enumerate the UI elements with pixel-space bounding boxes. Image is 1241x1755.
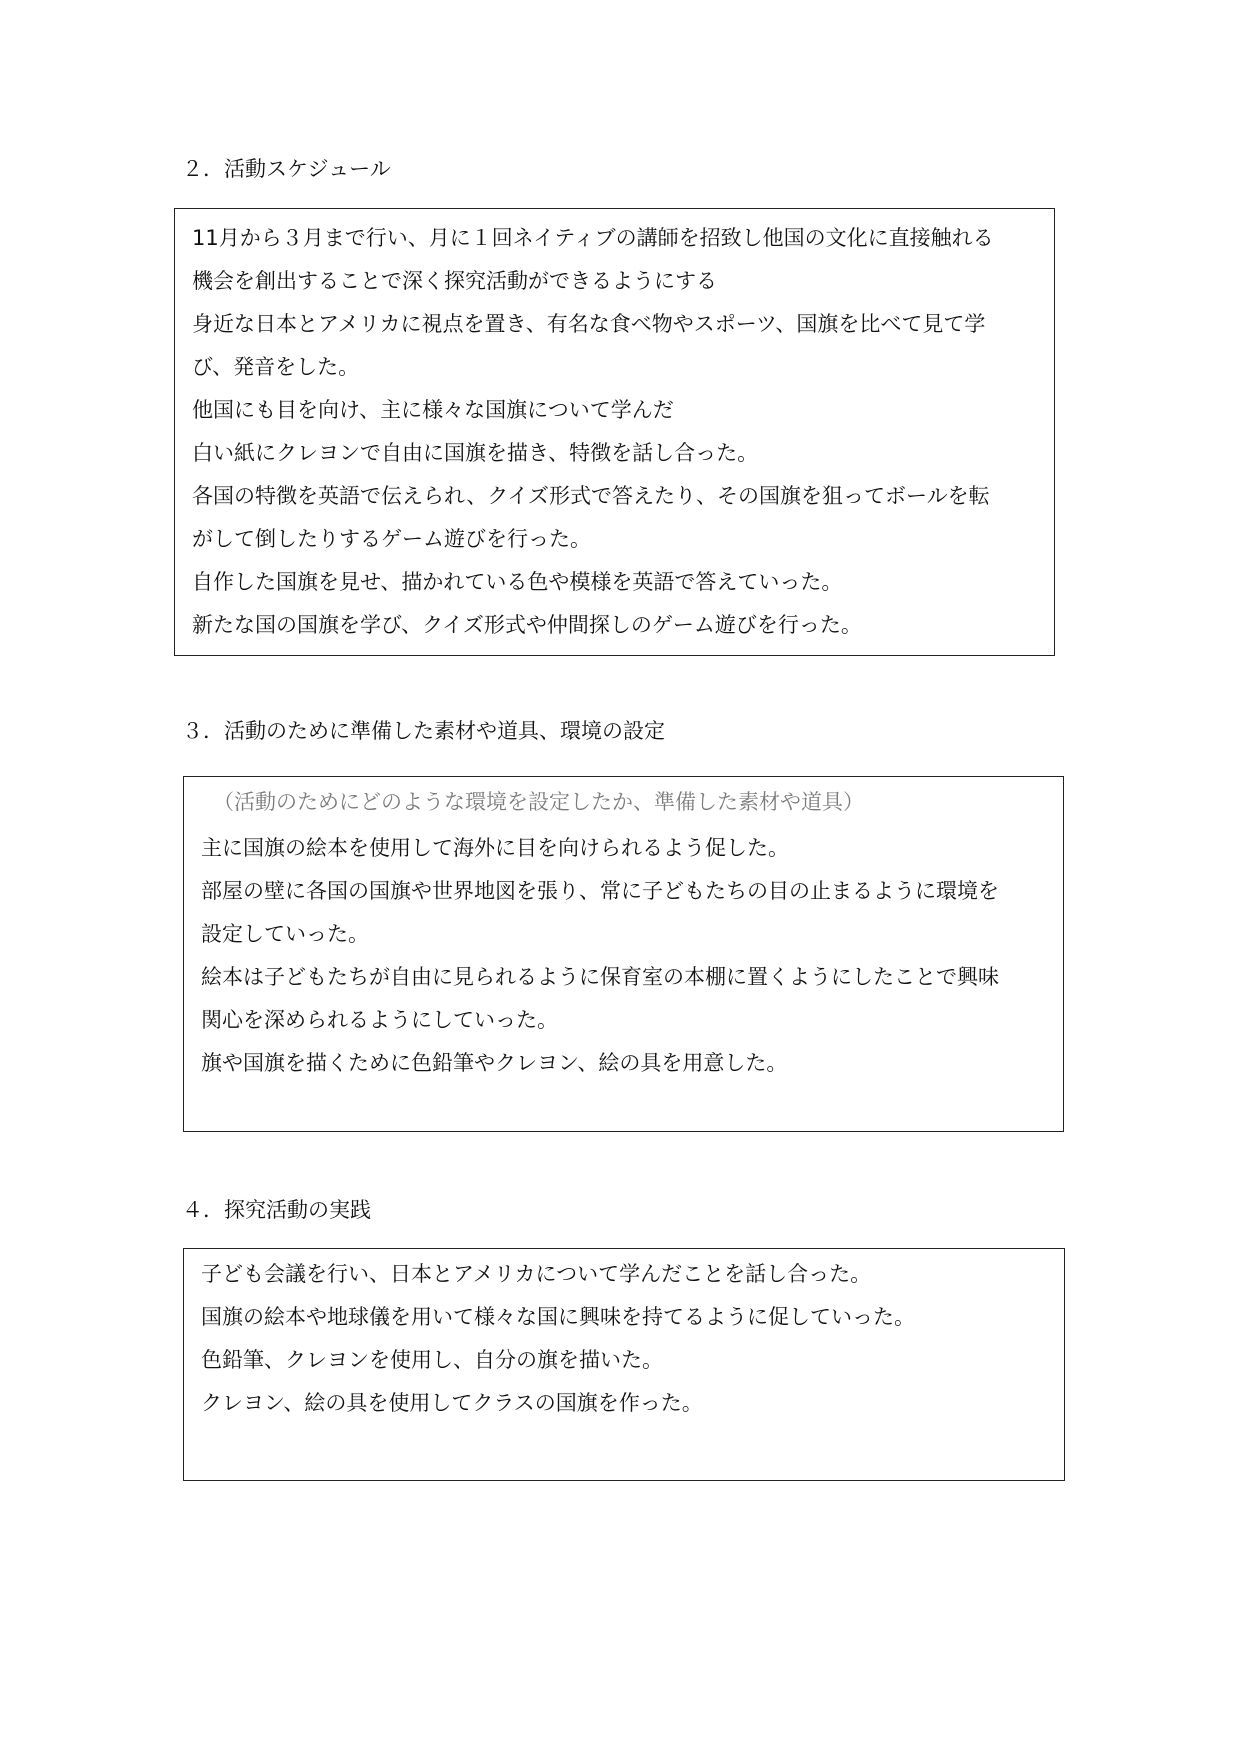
section-2-line: 白い紙にクレヨンで自由に国旗を描き、特徴を話し合った。 — [192, 441, 759, 465]
section-2-line: 11月から３月まで行い、月に１回ネイティブの講師を招致し他国の文化に直接触れる — [192, 226, 994, 250]
section-2-line: 他国にも目を向け、主に様々な国旗について学んだ — [192, 398, 674, 422]
section-2-line: 機会を創出することで深く探究活動ができるようにする — [192, 269, 717, 293]
section-4-line: クレヨン、絵の具を使用してクラスの国旗を作った。 — [201, 1391, 703, 1415]
section-4-line: 国旗の絵本や地球儀を用いて様々な国に興味を持てるように促していった。 — [201, 1305, 915, 1329]
section-4-box — [183, 1248, 1065, 1481]
section-3-line: 主に国旗の絵本を使用して海外に目を向けられるよう促した。 — [201, 836, 789, 860]
section-4-line: 色鉛筆、クレヨンを使用し、自分の旗を描いた。 — [201, 1348, 663, 1372]
section-2-line: 新たな国の国旗を学び、クイズ形式や仲間探しのゲーム遊びを行った。 — [192, 613, 862, 637]
section-3-line: 部屋の壁に各国の国旗や世界地図を張り、常に子どもたちの目の止まるように環境を — [201, 879, 999, 903]
section-3-line: 旗や国旗を描くために色鉛筆やクレヨン、絵の具を用意した。 — [201, 1051, 788, 1075]
section-3-heading: ３．活動のために準備した素材や道具、環境の設定 — [182, 719, 665, 743]
section-3-line: 設定していった。 — [201, 922, 369, 946]
section-3-box — [183, 776, 1064, 1132]
section-2-line: 身近な日本とアメリカに視点を置き、有名な食べ物やスポーツ、国旗を比べて見て学 — [192, 312, 986, 336]
section-4-line: 子ども会議を行い、日本とアメリカについて学んだことを話し合った。 — [201, 1262, 872, 1286]
section-2-line: び、発音をした。 — [192, 355, 360, 379]
section-3-line: 関心を深められるようにしていった。 — [201, 1008, 558, 1032]
section-3-line: 絵本は子どもたちが自由に見られるように保育室の本棚に置くようにしたことで興味 — [201, 965, 999, 989]
section-2-line: 自作した国旗を見せ、描かれている色や模様を英語で答えていった。 — [192, 570, 843, 594]
section-4-heading: ４．探究活動の実践 — [182, 1198, 371, 1222]
section-2-box — [174, 208, 1055, 656]
section-3-note: （活動のためにどのような環境を設定したか、準備した素材や道具） — [213, 790, 864, 814]
section-2-line: 各国の特徴を英語で伝えられ、クイズ形式で答えたり、その国旗を狙ってボールを転 — [192, 484, 990, 508]
section-2-heading: ２．活動スケジュール — [182, 157, 391, 181]
section-2-line: がして倒したりするゲーム遊びを行った。 — [192, 527, 591, 551]
